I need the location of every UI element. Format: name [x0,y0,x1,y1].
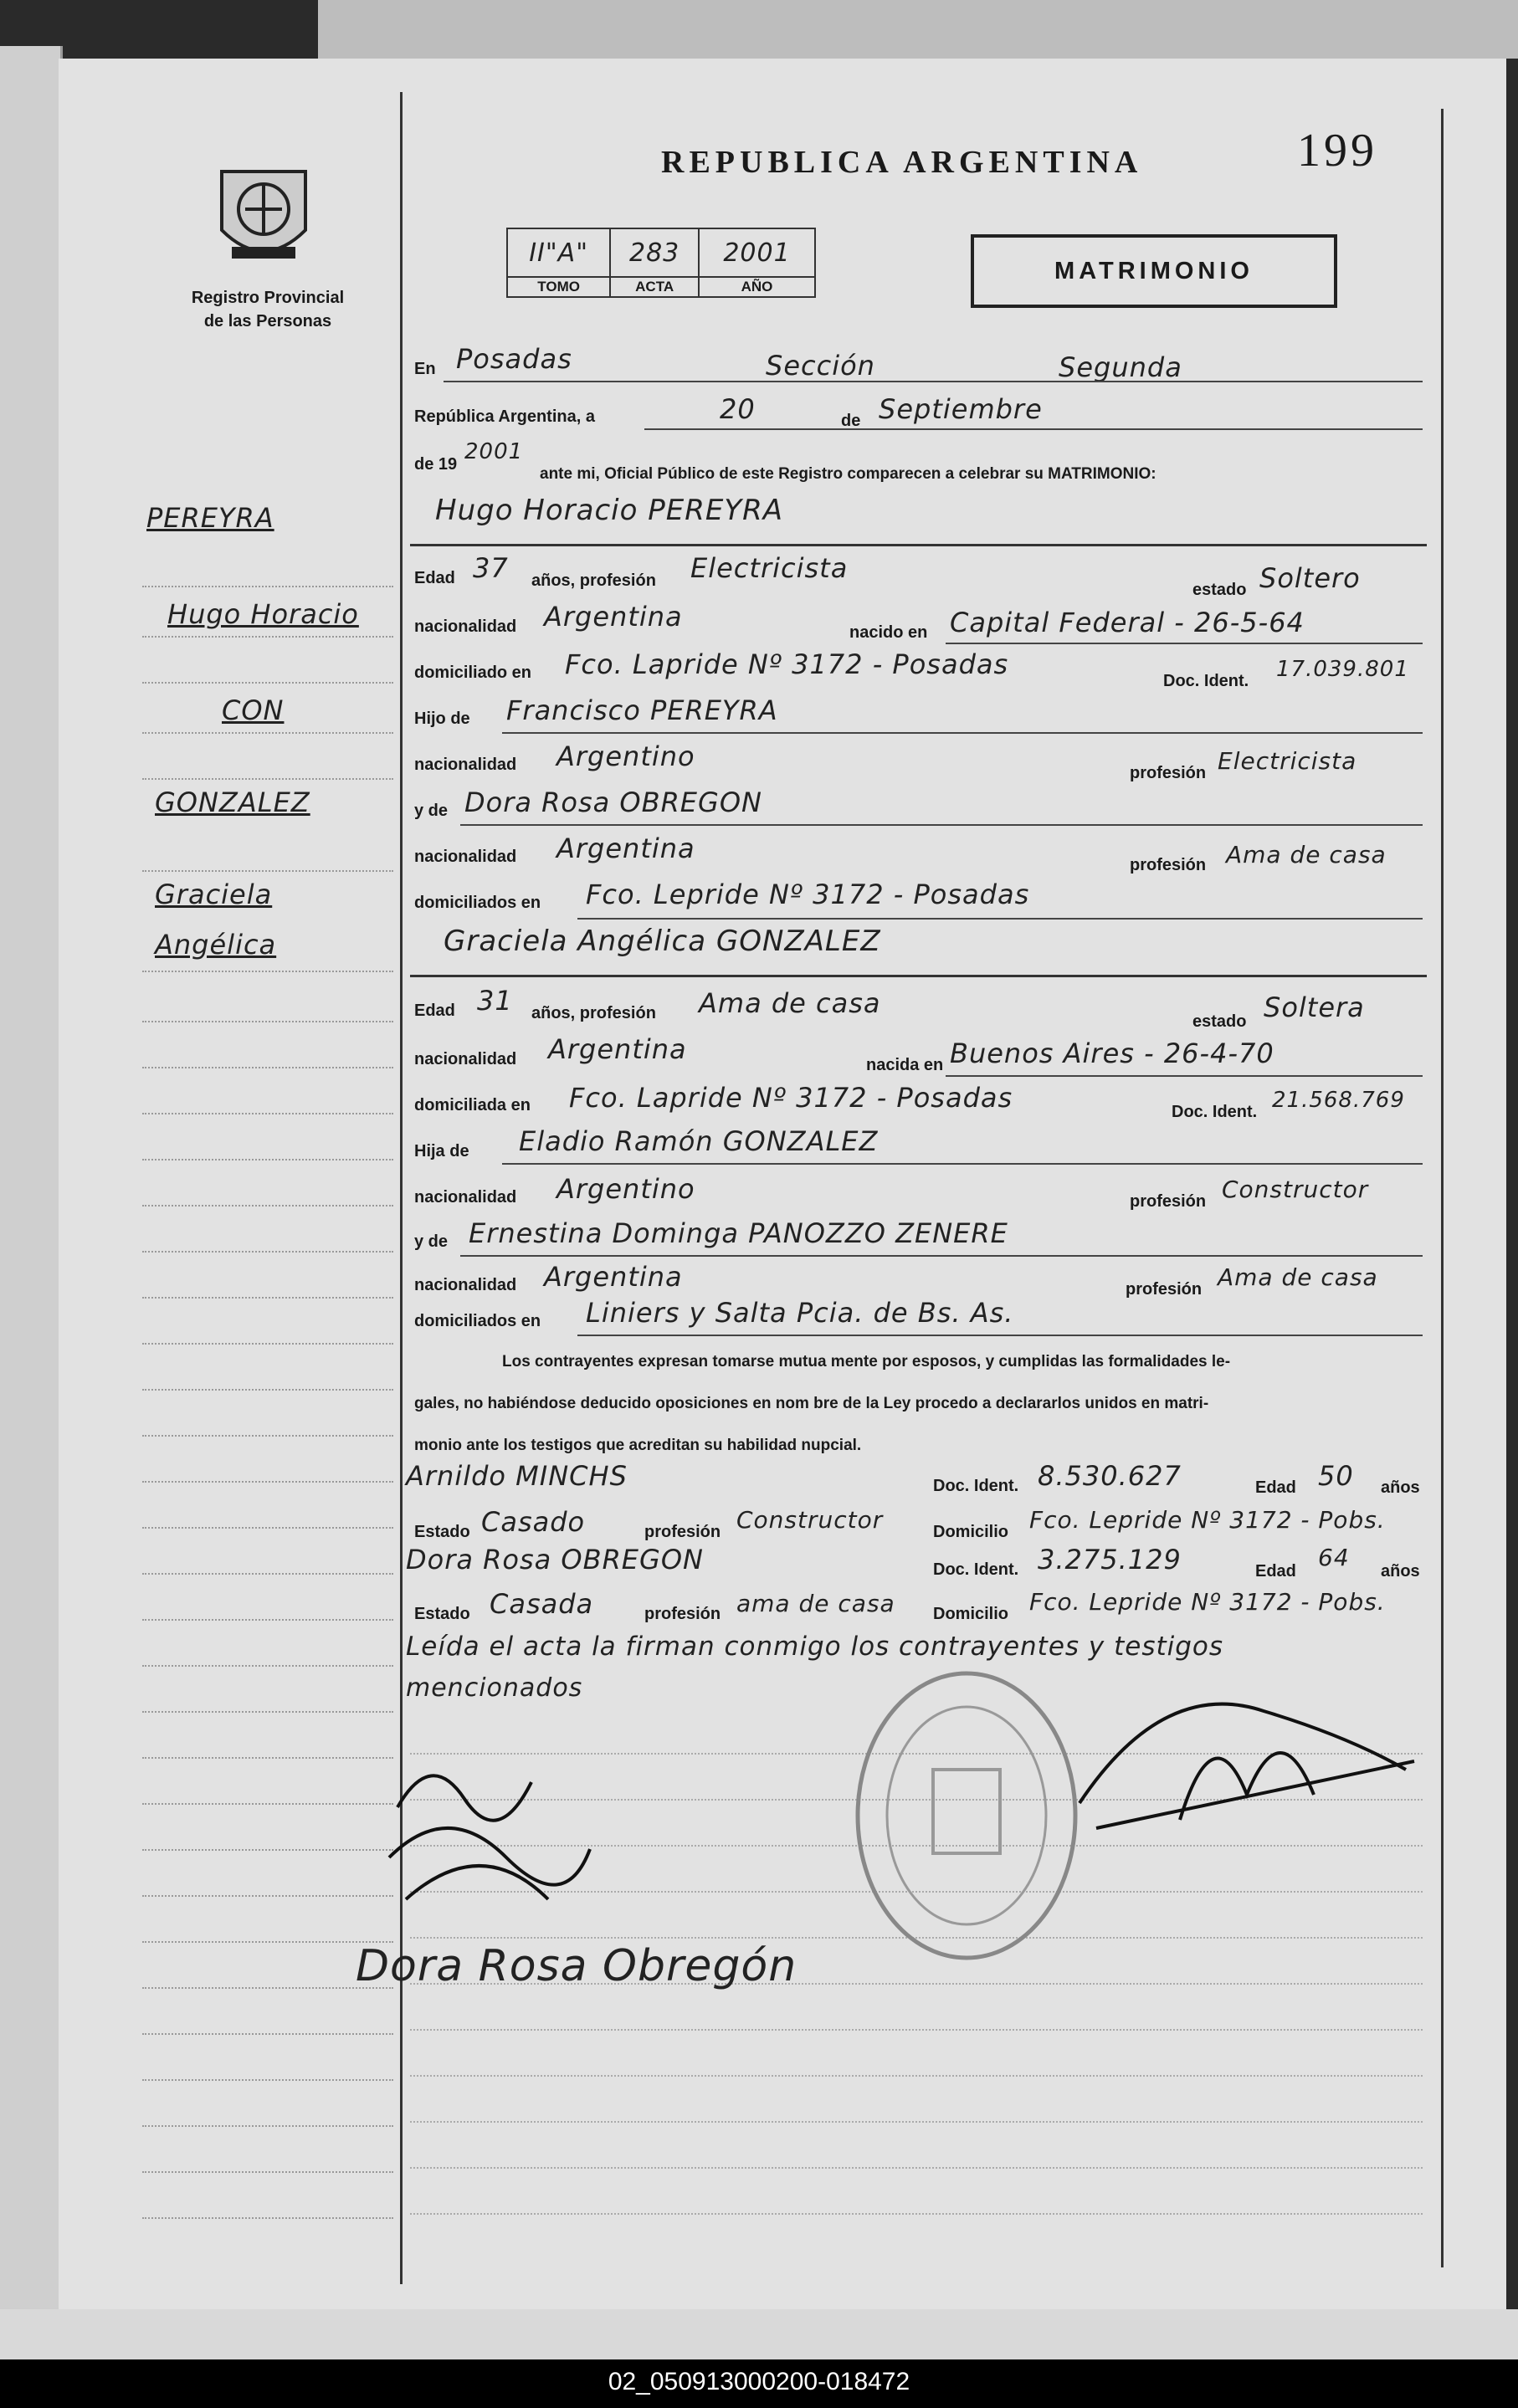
bride-mother-nationality: Argentina [544,1261,683,1293]
label-hija-de: Hija de [414,1142,469,1160]
bride-father: Eladio Ramón GONZALEZ [519,1125,879,1157]
fill-line [502,732,1423,734]
label-domicilio: Domicilio [933,1605,1009,1623]
margin-surname-bride: GONZALEZ [155,786,310,818]
label-nacido-en: nacido en [849,623,928,642]
label-anos-profesion: años, profesión [531,1004,656,1022]
closing-line-1: Los contrayentes expresan tomarse mutua mente por esposos, y cumplidas las formalidades le- [502,1353,1231,1371]
fill-line [644,428,1423,430]
fill-line [460,1255,1423,1257]
margin-name-bride-2: Angélica [155,929,277,961]
ruled-line [410,2213,1423,2215]
margin-rule [142,1895,393,1897]
label-estado: Estado [414,1523,470,1541]
margin-rule [142,732,393,734]
record-city: Posadas [456,343,572,375]
margin-rule [142,1711,393,1713]
label-estado: Estado [414,1605,470,1623]
label-domicilio: Domicilio [933,1523,1009,1541]
margin-rule [142,1665,393,1667]
bride-address: Fco. Lapride Nº 3172 - Posadas [569,1082,1013,1114]
page-title: REPUBLICA ARGENTINA [661,145,1143,180]
seccion-label: Sección [766,350,875,382]
label-nacionalidad: nacionalidad [414,1050,517,1068]
intro-text: ante mi, Oficial Público de este Registro comparecen a celebrar su MATRIMONIO: [540,465,1156,483]
margin-rule [142,1251,393,1253]
margin-rule [142,1619,393,1621]
record-year: 2001 [464,439,524,464]
groom-father: Francisco PEREYRA [506,694,778,726]
label-doc-ident: Doc. Ident. [933,1477,1019,1495]
label-nacida-en: nacida en [866,1056,944,1074]
margin-rule [142,1067,393,1068]
ruled-line [410,2029,1423,2031]
bride-name: Graciela Angélica GONZALEZ [444,925,881,958]
bride-profession: Ama de casa [699,987,881,1019]
groom-age: 37 [473,552,509,584]
label-de-19: de 19 [414,455,458,474]
label-anos-profesion: años, profesión [531,571,656,590]
label-profesion: profesión [1126,1280,1203,1299]
margin-name-bride-1: Graciela [155,879,273,910]
margin-surname-groom: PEREYRA [146,502,274,534]
ano-label: AÑO [699,277,815,297]
margin-rule [142,1435,393,1437]
label-profesion: profesión [1130,1192,1207,1211]
witness1-doc: 8.530.627 [1038,1460,1182,1492]
closing-line-2: gales, no habiéndose deducido oposiciones en nom bre de la Ley procedo a declararlos unidos en matri- [414,1395,1209,1412]
groom-mother-profession: Ama de casa [1226,841,1387,868]
label-profesion: profesión [644,1523,721,1541]
label-anos: años [1381,1562,1420,1581]
label-domiciliados: domiciliados en [414,894,541,912]
official-stamp-icon [845,1661,1088,1970]
label-anos: años [1381,1478,1420,1497]
margin-rule [142,1527,393,1529]
page-bottom-strip [0,2309,1518,2359]
bride-father-profession: Constructor [1222,1176,1369,1203]
image-code-label: 02_050913000200-018472 [608,2368,910,2395]
witness1-address: Fco. Lepride Nº 3172 - Pobs. [1029,1506,1386,1534]
label-edad: Edad [1255,1478,1296,1497]
groom-estado: Soltero [1259,562,1361,594]
margin-rule [142,2217,393,2219]
bride-doc: 21.568.769 [1272,1088,1405,1113]
bride-nationality: Argentina [548,1033,687,1065]
folio-number: 199 [1297,125,1377,177]
groom-mother-nationality: Argentina [556,833,695,864]
tomo-label: TOMO [507,277,610,297]
label-edad: Edad [414,569,455,587]
margin-rule [142,2125,393,2127]
fill-line [946,1075,1423,1077]
closing-line-3: monio ante los testigos que acreditan su habilidad nupcial. [414,1437,862,1454]
fill-line [577,918,1423,920]
margin-rule [142,1481,393,1483]
bride-age: 31 [477,985,513,1017]
margin-rule [142,636,393,638]
witness1-profession: Constructor [736,1506,884,1534]
margin-rule [142,1803,393,1805]
margin-rule [142,778,393,780]
groom-father-profession: Electricista [1218,747,1357,775]
label-domiciliados: domiciliados en [414,1312,541,1330]
witness2-profession: ama de casa [736,1590,895,1617]
groom-profession: Electricista [690,552,849,584]
bride-birth: Buenos Aires - 26-4-70 [950,1037,1274,1069]
margin-rule [142,2171,393,2173]
margin-rule [142,1573,393,1575]
groom-parents-address: Fco. Lepride Nº 3172 - Posadas [586,879,1030,910]
witness-signature: Dora Rosa Obregón [356,1941,797,1991]
label-en: En [414,360,436,378]
groom-address: Fco. Lapride Nº 3172 - Posadas [565,648,1009,680]
groom-doc: 17.039.801 [1276,657,1409,682]
label-nacionalidad: nacionalidad [414,756,517,774]
label-edad: Edad [414,1002,455,1020]
groom-name: Hugo Horacio PEREYRA [435,494,783,527]
margin-rule [142,1021,393,1022]
label-nacionalidad: nacionalidad [414,617,517,636]
record-seccion: Segunda [1059,351,1182,383]
acta-label: ACTA [610,277,699,297]
label-y-de: y de [414,802,449,820]
witness2-age: 64 [1318,1544,1350,1571]
label-doc-ident: Doc. Ident. [933,1560,1019,1579]
witness2-doc: 3.275.129 [1038,1544,1182,1575]
closing-handwritten-1: Leída el acta la firman conmigo los contrayentes y testigos [406,1632,1224,1662]
label-estado: estado [1192,1012,1247,1031]
record-day: 20 [720,393,756,425]
tomo-acta-ano-table [506,228,816,298]
label-nacionalidad: nacionalidad [414,1188,517,1207]
margin-rule [142,870,393,872]
bride-mother-profession: Ama de casa [1218,1263,1378,1291]
label-de: de [841,412,861,430]
bride-mother: Ernestina Dominga PANOZZO ZENERE [469,1217,1008,1249]
fill-line [577,1335,1423,1336]
label-profesion: profesión [1130,764,1207,782]
margin-rule [142,1113,393,1114]
margin-rule [142,971,393,972]
margin-rule [142,1757,393,1759]
label-doc-ident: Doc. Ident. [1163,672,1249,690]
closing-handwritten-2: mencionados [406,1673,583,1703]
witness1-name: Arnildo MINCHS [406,1460,628,1492]
groom-nationality: Argentina [544,601,683,633]
section-line [410,544,1427,546]
label-profesion: profesión [1130,856,1207,874]
bride-parents-address: Liniers y Salta Pcia. de Bs. As. [586,1297,1014,1329]
officer-signature-icon [1063,1661,1431,1878]
acta-value: 283 [610,228,699,277]
witness1-estado: Casado [481,1506,586,1538]
label-republica: República Argentina, a [414,407,595,426]
margin-rule [142,1159,393,1160]
ruled-line [410,2075,1423,2077]
fill-line [946,643,1423,644]
ano-value: 2001 [699,228,815,277]
fill-line [502,1163,1423,1165]
fill-line [444,381,1423,382]
margin-rule [142,1297,393,1299]
registry-name-line2: de las Personas [203,312,332,330]
margin-connector: CON [222,694,285,726]
margin-rule [142,586,393,587]
fill-line [460,824,1423,826]
witness2-estado: Casada [490,1588,594,1620]
ruled-line [410,2121,1423,2123]
label-nacionalidad: nacionalidad [414,1276,517,1294]
margin-rule [142,1849,393,1851]
margin-rule [142,1343,393,1345]
label-y-de: y de [414,1232,449,1251]
label-estado: estado [1192,581,1247,599]
ruled-line [410,2167,1423,2169]
section-line [410,975,1427,977]
right-border-line [1441,109,1444,2267]
document-type-box: MATRIMONIO [971,234,1337,308]
groom-mother: Dora Rosa OBREGON [464,786,762,818]
label-domiciliado: domiciliado en [414,663,532,682]
label-doc-ident: Doc. Ident. [1172,1103,1258,1121]
signature-scribble-icon [381,1732,732,1933]
tomo-value: II"A" [507,228,610,277]
margin-rule [142,2033,393,2035]
groom-birth: Capital Federal - 26-5-64 [950,607,1305,638]
bride-father-nationality: Argentino [556,1173,695,1205]
margin-rule [142,2079,393,2081]
provincial-seal-icon [213,163,314,276]
bride-estado: Soltera [1264,991,1365,1023]
book-left-edge [0,46,63,2339]
witness2-address: Fco. Lepride Nº 3172 - Pobs. [1029,1588,1386,1616]
label-hijo-de: Hijo de [414,710,470,728]
registry-name-line1: Registro Provincial [191,289,345,307]
margin-rule [142,682,393,684]
witness1-age: 50 [1318,1460,1354,1492]
margin-rule [142,1389,393,1391]
margin-rule [142,1205,393,1207]
record-month: Septiembre [879,393,1043,425]
label-nacionalidad: nacionalidad [414,848,517,866]
page-top-strip [318,0,1518,59]
label-profesion: profesión [644,1605,721,1623]
groom-father-nationality: Argentino [556,740,695,772]
label-domiciliada: domiciliada en [414,1096,531,1114]
witness2-name: Dora Rosa OBREGON [406,1544,704,1575]
label-edad: Edad [1255,1562,1296,1581]
margin-name-groom: Hugo Horacio [167,598,359,630]
